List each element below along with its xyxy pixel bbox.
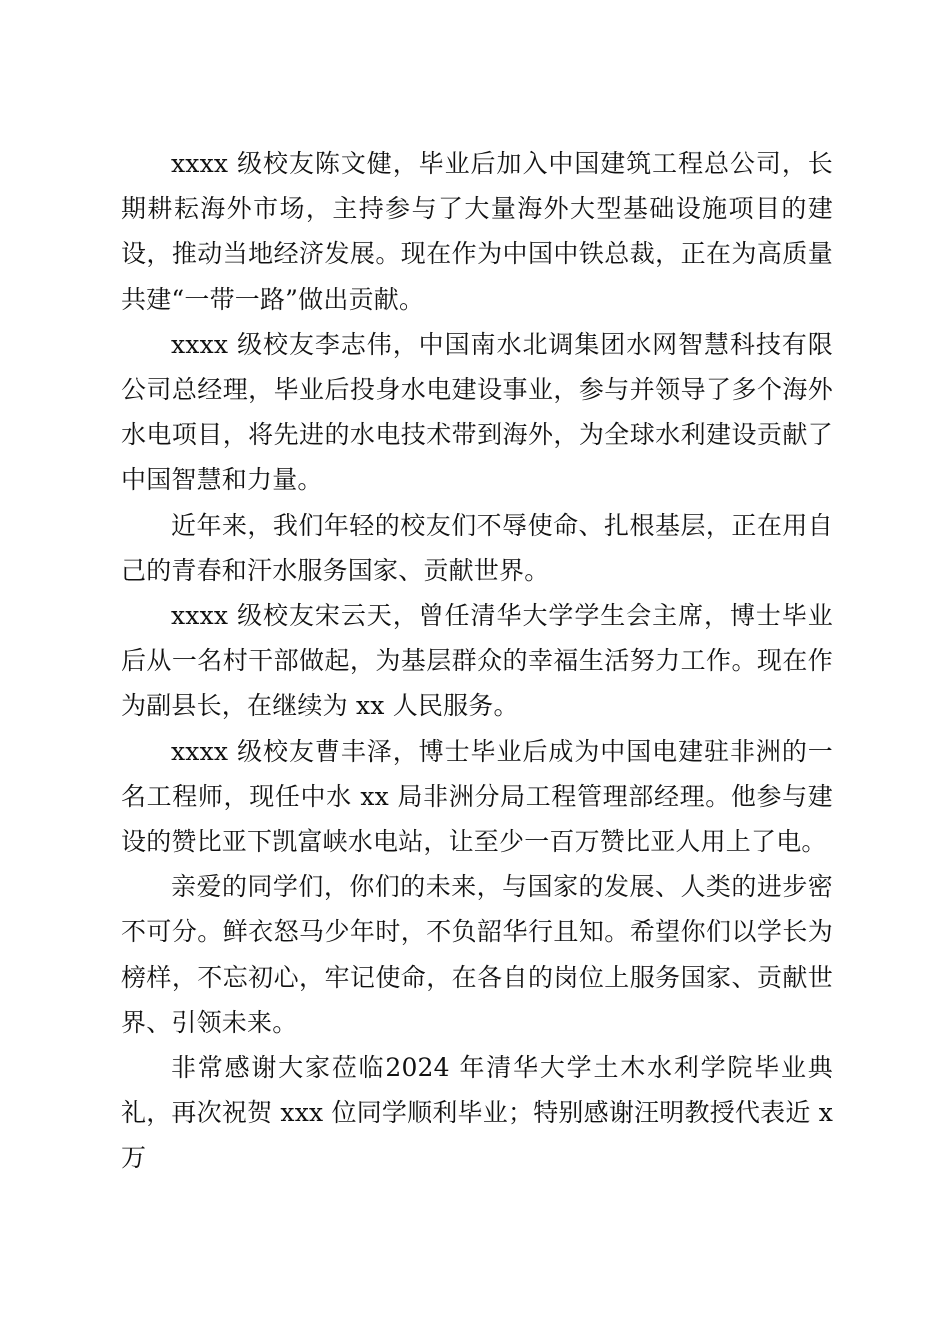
paragraph-li-zhiwei: xxxx 级校友李志伟，中国南水北调集团水网智慧科技有限公司总经理，毕业后投身水电建设事业，参与并领导了多个海外水电项目，将先进的水电技术带到海外，为全球水利建设贡献了中国智慧和力量。 [121, 329, 833, 495]
paragraph-dear-students: 亲爱的同学们，你们的未来，与国家的发展、人类的进步密不可分。鲜衣怒马少年时，不负韶华行且知。希望你们以学长为榜样，不忘初心，牢记使命，在各自的岗位上服务国家、贡献世界、引领未来。 [121, 872, 833, 1037]
paragraph-song-yuntian: xxxx 级校友宋云天，曾任清华大学学生会主席，博士毕业后从一名村干部做起，为基层群众的幸福生活努力工作。现在作为副县长，在继续为 xx 人民服务。 [121, 601, 833, 721]
paragraph-chen-wenjian: xxxx 级校友陈文健，毕业后加入中国建筑工程总公司，长期耕耘海外市场，主持参与了大量海外大型基础设施项目的建设，推动当地经济发展。现在作为中国中铁总裁，正在为高质量共建“一带一路”做出贡献。 [121, 149, 833, 314]
document-body [121, 141, 833, 1181]
paragraph-young-alumni: 近年来，我们年轻的校友们不辱使命、扎根基层，正在用自己的青春和汗水服务国家、贡献世界。 [121, 510, 833, 585]
paragraph-thanks: 非常感谢大家莅临2024 年清华大学土木水利学院毕业典礼，再次祝贺 xxx 位同学顺利毕业；特别感谢汪明教授代表近 x 万 [121, 1053, 833, 1173]
paragraph-cao-fengze: xxxx 级校友曹丰泽，博士毕业后成为中国电建驻非洲的一名工程师，现任中水 xx 局非洲分局工程管理部经理。他参与建设的赞比亚下凯富峡水电站，让至少一百万赞比亚人用上了电。 [121, 736, 833, 857]
